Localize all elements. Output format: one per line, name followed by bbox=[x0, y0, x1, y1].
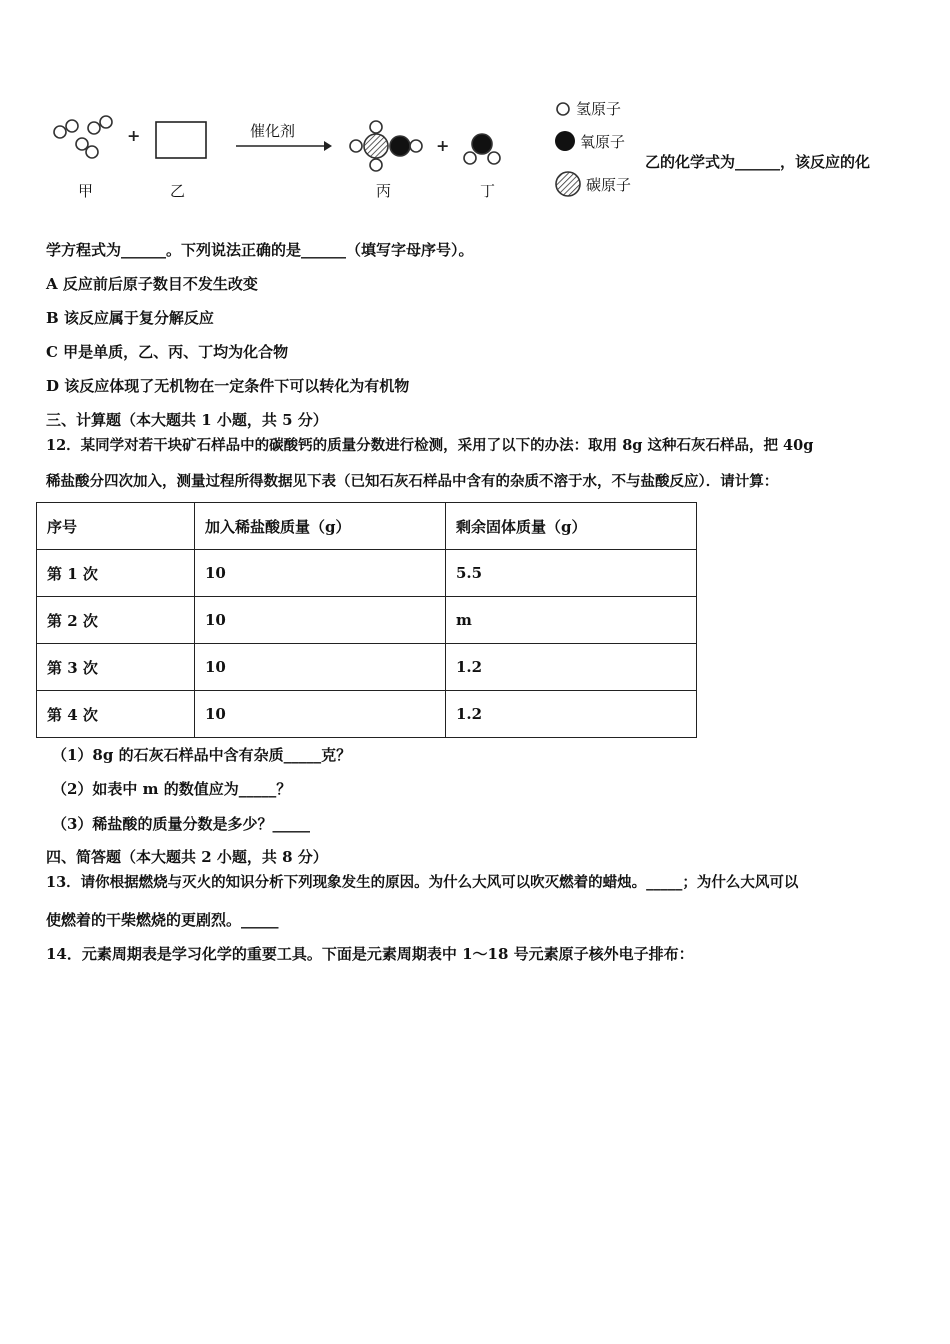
q12-line1: 12．某同学对若干块矿石样品中的碳酸钙的质量分数进行检测，采用了以下的办法：取用 8g 这种石灰石样品，把 40g bbox=[46, 437, 814, 454]
table-cell: 10 bbox=[195, 550, 446, 597]
plus-sign-2: + bbox=[436, 136, 450, 155]
q12-line2: 稀盐酸分四次加入，测量过程所得数据见下表（已知石灰石样品中含有的杂质不溶于水，不与盐酸反应）．请计算： bbox=[46, 473, 779, 490]
table-header-cell: 序号 bbox=[37, 503, 195, 550]
table-cell: 10 bbox=[195, 691, 446, 738]
legend-oxygen bbox=[554, 130, 625, 152]
q12-sub1: （1）8g 的石灰石样品中含有杂质_____克？ bbox=[52, 746, 352, 764]
table-cell: 10 bbox=[195, 644, 446, 691]
arrow-head bbox=[324, 141, 332, 151]
table-cell: 10 bbox=[195, 597, 446, 644]
yi-box bbox=[156, 122, 206, 158]
legend-oxygen-label: 氧原子 bbox=[580, 132, 626, 151]
legend-carbon bbox=[554, 170, 631, 198]
label-ding: 丁 bbox=[480, 182, 496, 200]
table-cell: 第 3 次 bbox=[37, 644, 195, 691]
legend-hydrogen-label: 氢原子 bbox=[576, 100, 622, 118]
table-cell: 第 2 次 bbox=[37, 597, 195, 644]
table-header-cell: 加入稀盐酸质量（g） bbox=[195, 503, 446, 550]
bing-molecule bbox=[350, 121, 422, 171]
q11-option-a: A 反应前后原子数目不发生改变 bbox=[46, 275, 258, 293]
plus-sign-1: + bbox=[127, 126, 141, 145]
q12-sub3: （3）稀盐酸的质量分数是多少？_____ bbox=[52, 815, 310, 833]
ding-molecule bbox=[464, 134, 500, 164]
section4-title: 四、简答题（本大题共 2 小题，共 8 分） bbox=[46, 848, 328, 866]
reaction-diagram bbox=[40, 96, 640, 208]
legend-hydrogen bbox=[554, 98, 621, 119]
carbon-atom-icon bbox=[554, 170, 582, 198]
catalyst-label: 催化剂 bbox=[250, 122, 296, 140]
q11-tail: 乙的化学式为______，该反应的化 bbox=[645, 153, 871, 171]
q11-option-d: D 该反应体现了无机物在一定条件下可以转化为有机物 bbox=[46, 377, 410, 395]
table-cell: 1.2 bbox=[446, 691, 697, 738]
table-header-row bbox=[37, 503, 697, 550]
label-bing: 丙 bbox=[376, 182, 392, 200]
table-cell: m bbox=[446, 597, 697, 644]
label-yi: 乙 bbox=[170, 182, 186, 200]
q11-option-c: C 甲是单质，乙、丙、丁均为化合物 bbox=[46, 343, 289, 361]
table-row bbox=[37, 597, 697, 644]
reaction-molecules-svg bbox=[40, 96, 640, 208]
q11-line2: 学方程式为______。下列说法正确的是______（填写字母序号）。 bbox=[46, 241, 474, 259]
table-cell: 第 1 次 bbox=[37, 550, 195, 597]
q14-line1: 14．元素周期表是学习化学的重要工具。下面是元素周期表中 1～18 号元素原子核外电子排布： bbox=[46, 945, 694, 963]
table-header-cell: 剩余固体质量（g） bbox=[446, 503, 697, 550]
table-row bbox=[37, 550, 697, 597]
jia-molecules bbox=[54, 116, 112, 158]
table-cell: 第 4 次 bbox=[37, 691, 195, 738]
q13-line2: 使燃着的干柴燃烧的更剧烈。_____ bbox=[46, 911, 279, 929]
table-row bbox=[37, 644, 697, 691]
table-cell: 5.5 bbox=[446, 550, 697, 597]
q12-data-table bbox=[36, 502, 697, 738]
table-cell: 1.2 bbox=[446, 644, 697, 691]
oxygen-atom-icon bbox=[554, 130, 576, 152]
label-jia: 甲 bbox=[78, 182, 94, 200]
hydrogen-atom-icon bbox=[554, 100, 572, 118]
q12-sub2: （2）如表中 m 的数值应为_____？ bbox=[52, 780, 292, 798]
legend-carbon-label: 碳原子 bbox=[586, 175, 632, 194]
table-row bbox=[37, 691, 697, 738]
q11-option-b: B 该反应属于复分解反应 bbox=[46, 309, 214, 327]
section3-title: 三、计算题（本大题共 1 小题，共 5 分） bbox=[46, 411, 328, 429]
q13-line1: 13．请你根据燃烧与灭火的知识分析下列现象发生的原因。为什么大风可以吹灭燃着的蜡烛。_____；为什么大风可以 bbox=[46, 874, 799, 891]
